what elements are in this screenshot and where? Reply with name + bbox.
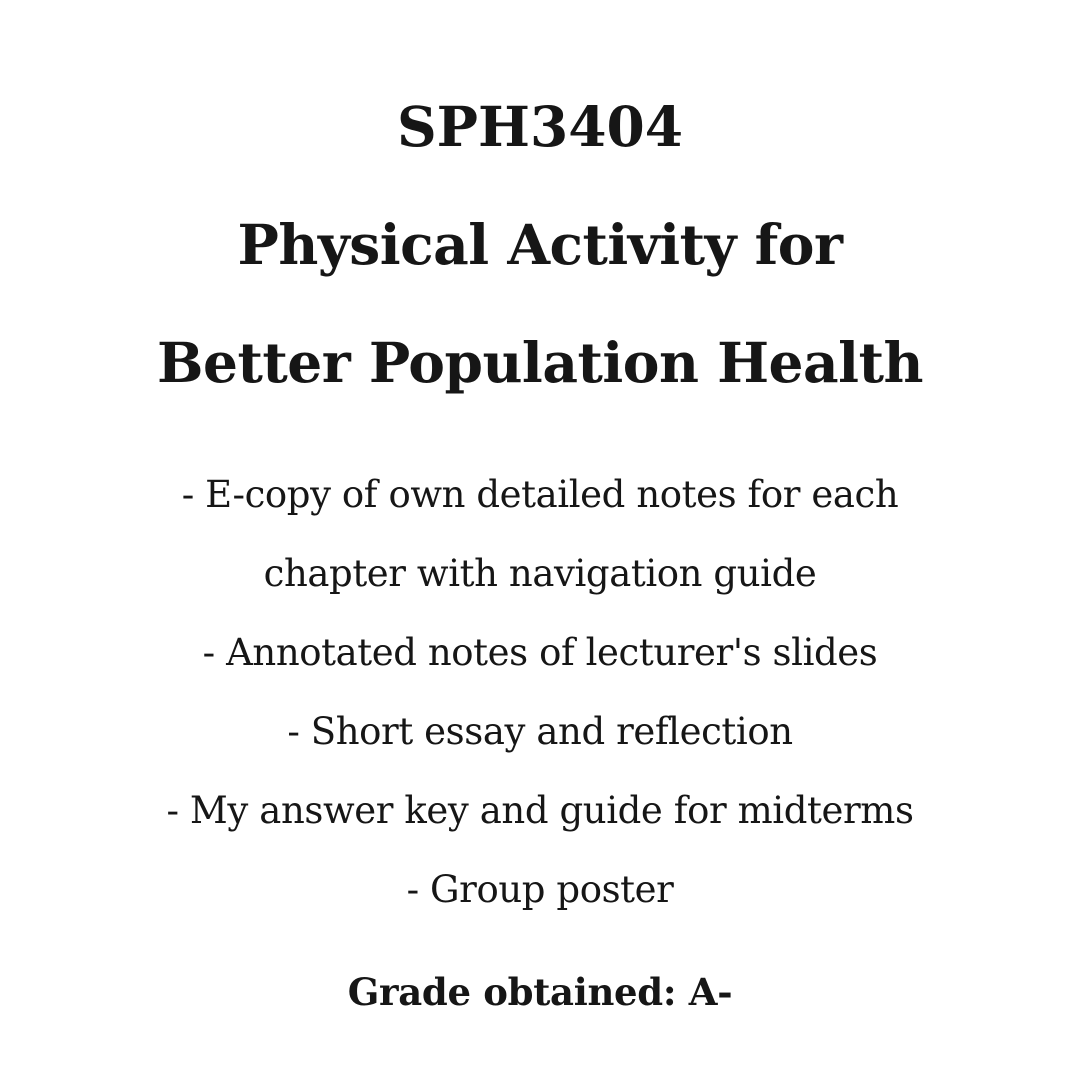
list-item: - My answer key and guide for midterms [166, 789, 914, 832]
list-item: - Annotated notes of lecturer's slides [202, 631, 878, 674]
list-item: - E-copy of own detailed notes for each [181, 473, 899, 516]
course-title-line-1: Physical Activity for [237, 212, 843, 277]
grade-obtained: Grade obtained: A- [347, 970, 733, 1014]
course-code: SPH3404 [396, 94, 684, 159]
list-item: chapter with navigation guide [263, 552, 817, 595]
course-title-line-2: Better Population Health [157, 330, 923, 395]
list-item: - Group poster [406, 868, 674, 911]
course-title-block [0, 68, 1080, 422]
contents-list [0, 455, 1080, 929]
list-item: - Short essay and reflection [287, 710, 793, 753]
